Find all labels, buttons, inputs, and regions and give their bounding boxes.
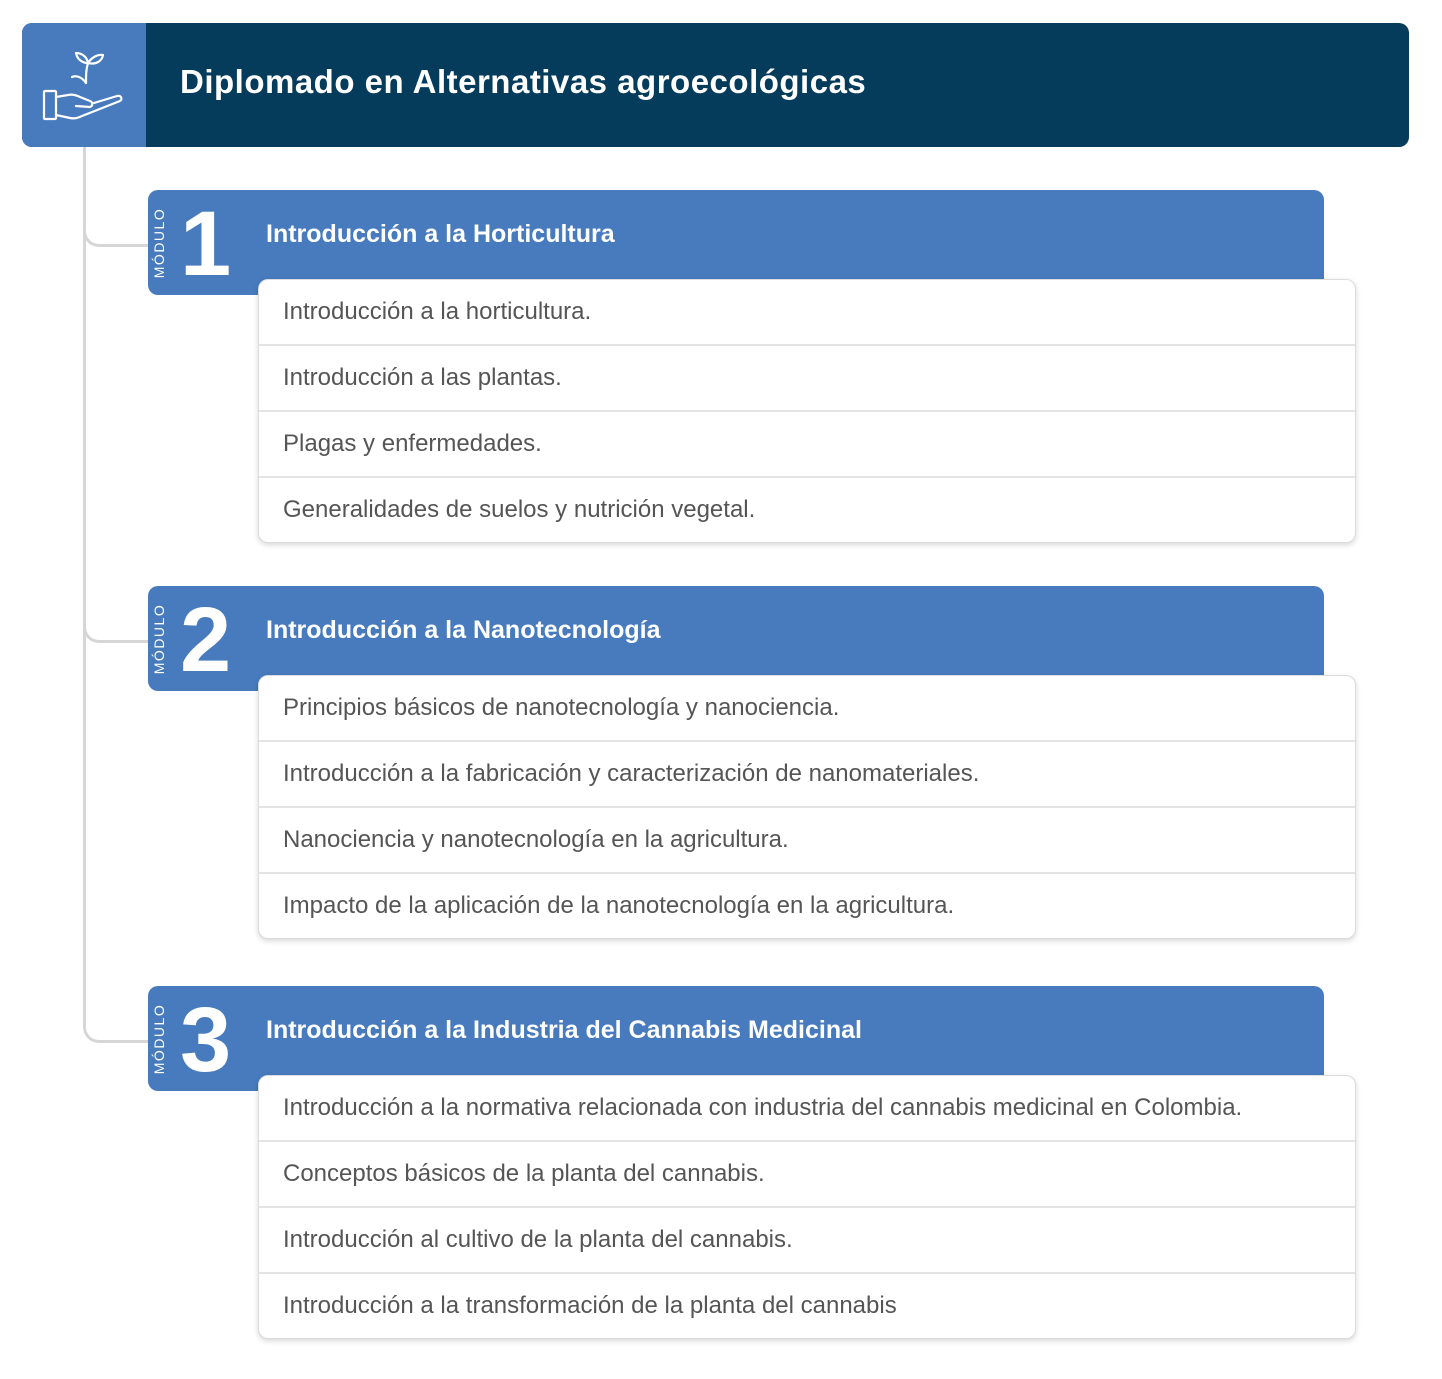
module-label: MÓDULO [151, 207, 167, 279]
topic-list [258, 279, 1356, 543]
topic-item: Introducción a la horticultura. [259, 280, 1355, 346]
module-number: 3 [180, 989, 232, 1091]
topic-item: Introducción a la fabricación y caracterización de nanomateriales. [259, 742, 1355, 808]
module-title: Introducción a la Horticultura [266, 220, 615, 248]
topic-item: Introducción al cultivo de la planta del cannabis. [259, 1208, 1355, 1274]
topic-item: Plagas y enfermedades. [259, 412, 1355, 478]
topic-item: Introducción a la normativa relacionada con industria del cannabis medicinal en Colombia. [259, 1076, 1355, 1142]
topic-item: Generalidades de suelos y nutrición vegetal. [283, 496, 756, 523]
topic-item: Impacto de la aplicación de la nanotecnología en la agricultura. [283, 892, 955, 919]
topic-item: Nanociencia y nanotecnología en la agricultura. [259, 808, 1355, 874]
module-number: 2 [180, 589, 232, 691]
program-title: Diplomado en Alternativas agroecológicas [180, 63, 867, 100]
hand-sprout-icon [42, 45, 126, 125]
topic-item: Introducción a la transformación de la planta del cannabis [283, 1292, 897, 1319]
module-number: 1 [180, 193, 232, 295]
module-label: MÓDULO [151, 603, 167, 675]
topic-item: Principios básicos de nanotecnología y nanociencia. [259, 676, 1355, 742]
connector-module-3 [83, 147, 152, 1043]
module-title: Introducción a la Industria del Cannabis Medicinal [266, 1016, 862, 1044]
module-label: MÓDULO [151, 1003, 167, 1075]
topic-item: Conceptos básicos de la planta del cannabis. [259, 1142, 1355, 1208]
module-title: Introducción a la Nanotecnología [266, 616, 661, 644]
topic-list [258, 675, 1356, 939]
program-icon-box [22, 23, 146, 147]
topic-item: Introducción a las plantas. [259, 346, 1355, 412]
program-header [22, 23, 1409, 147]
topic-list [258, 1075, 1356, 1339]
